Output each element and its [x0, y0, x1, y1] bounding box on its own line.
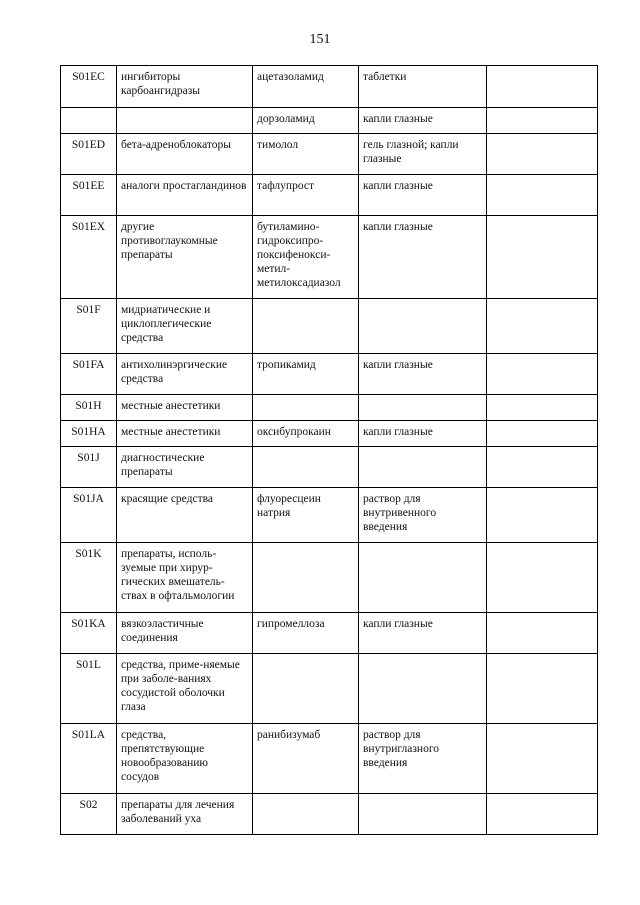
drug-name-cell: бутиламино-гидроксипро-поксифенокси-метил-метилоксадиазол	[253, 216, 359, 299]
dosage-form-cell: капли глазные	[359, 613, 487, 654]
note-cell	[487, 543, 598, 613]
dosage-form-cell: капли глазные	[359, 216, 487, 299]
drug-name-cell: ацетазоламид	[253, 66, 359, 108]
table-row	[61, 421, 598, 447]
drug-name-cell: флуоресцеин натрия	[253, 488, 359, 543]
group-name-cell: ингибиторы карбоангидразы	[117, 66, 253, 108]
table-row	[61, 299, 598, 354]
group-name-cell: аналоги простагландинов	[117, 175, 253, 216]
table-row	[61, 395, 598, 421]
table-row	[61, 66, 598, 108]
atc-code-cell: S01EE	[61, 175, 117, 216]
atc-code-cell: S02	[61, 794, 117, 835]
note-cell	[487, 299, 598, 354]
table-row	[61, 794, 598, 835]
dosage-form-cell: раствор для внутривенного введения	[359, 488, 487, 543]
dosage-form-cell: капли глазные	[359, 175, 487, 216]
note-cell	[487, 66, 598, 108]
dosage-form-cell	[359, 543, 487, 613]
drug-name-cell: гипромеллоза	[253, 613, 359, 654]
dosage-form-cell: таблетки	[359, 66, 487, 108]
group-name-cell: мидриатические и циклоплегические средства	[117, 299, 253, 354]
dosage-form-cell: капли глазные	[359, 354, 487, 395]
drug-name-cell	[253, 654, 359, 724]
drug-name-cell	[253, 395, 359, 421]
group-name-cell: другие противоглаукомные препараты	[117, 216, 253, 299]
table-row	[61, 724, 598, 794]
table-row	[61, 216, 598, 299]
table-row	[61, 613, 598, 654]
drug-name-cell: тимолол	[253, 134, 359, 175]
table-body	[61, 66, 598, 835]
group-name-cell: бета-адреноблокаторы	[117, 134, 253, 175]
table-row	[61, 134, 598, 175]
atc-code-cell	[61, 108, 117, 134]
drug-name-cell	[253, 794, 359, 835]
group-name-cell: препараты, исполь-зуемые при хирур-гических вмешатель-ствах в офтальмологии	[117, 543, 253, 613]
atc-code-cell: S01EC	[61, 66, 117, 108]
note-cell	[487, 175, 598, 216]
dosage-form-cell	[359, 395, 487, 421]
group-name-cell: местные анестетики	[117, 421, 253, 447]
group-name-cell: препараты для лечения заболеваний уха	[117, 794, 253, 835]
dosage-form-cell: капли глазные	[359, 421, 487, 447]
drug-name-cell: ранибизумаб	[253, 724, 359, 794]
group-name-cell	[117, 108, 253, 134]
group-name-cell: красящие средства	[117, 488, 253, 543]
atc-code-cell: S01F	[61, 299, 117, 354]
group-name-cell: вязкоэластичные соединения	[117, 613, 253, 654]
group-name-cell: средства, препятствующие новообразованию сосудов	[117, 724, 253, 794]
drug-name-cell: тропикамид	[253, 354, 359, 395]
table-row	[61, 654, 598, 724]
table-row	[61, 447, 598, 488]
note-cell	[487, 447, 598, 488]
note-cell	[487, 724, 598, 794]
atc-code-cell: S01JA	[61, 488, 117, 543]
note-cell	[487, 216, 598, 299]
note-cell	[487, 354, 598, 395]
note-cell	[487, 108, 598, 134]
atc-code-cell: S01EX	[61, 216, 117, 299]
note-cell	[487, 794, 598, 835]
group-name-cell: диагностические препараты	[117, 447, 253, 488]
dosage-form-cell: капли глазные	[359, 108, 487, 134]
atc-code-cell: S01HA	[61, 421, 117, 447]
drug-name-cell	[253, 543, 359, 613]
note-cell	[487, 654, 598, 724]
group-name-cell: средства, приме-няемые при заболе-ваниях сосудистой оболочки глаза	[117, 654, 253, 724]
atc-code-cell: S01KA	[61, 613, 117, 654]
drug-name-cell	[253, 447, 359, 488]
atc-code-cell: S01J	[61, 447, 117, 488]
drug-name-cell: оксибупрокаин	[253, 421, 359, 447]
dosage-form-cell: гель глазной; капли глазные	[359, 134, 487, 175]
atc-code-cell: S01H	[61, 395, 117, 421]
page-number: 151	[309, 32, 331, 47]
note-cell	[487, 488, 598, 543]
table-row	[61, 175, 598, 216]
drug-name-cell	[253, 299, 359, 354]
atc-code-cell: S01FA	[61, 354, 117, 395]
atc-code-cell: S01LA	[61, 724, 117, 794]
note-cell	[487, 421, 598, 447]
dosage-form-cell	[359, 299, 487, 354]
table-row	[61, 488, 598, 543]
drug-name-cell: дорзоламид	[253, 108, 359, 134]
dosage-form-cell	[359, 794, 487, 835]
drug-table	[60, 65, 598, 835]
note-cell	[487, 134, 598, 175]
table-row	[61, 108, 598, 134]
atc-code-cell: S01ED	[61, 134, 117, 175]
dosage-form-cell	[359, 447, 487, 488]
atc-code-cell: S01L	[61, 654, 117, 724]
group-name-cell: местные анестетики	[117, 395, 253, 421]
drug-name-cell: тафлупрост	[253, 175, 359, 216]
dosage-form-cell	[359, 654, 487, 724]
dosage-form-cell: раствор для внутриглазного введения	[359, 724, 487, 794]
group-name-cell: антихолинэргические средства	[117, 354, 253, 395]
atc-code-cell: S01K	[61, 543, 117, 613]
table-row	[61, 543, 598, 613]
note-cell	[487, 613, 598, 654]
table-row	[61, 354, 598, 395]
note-cell	[487, 395, 598, 421]
